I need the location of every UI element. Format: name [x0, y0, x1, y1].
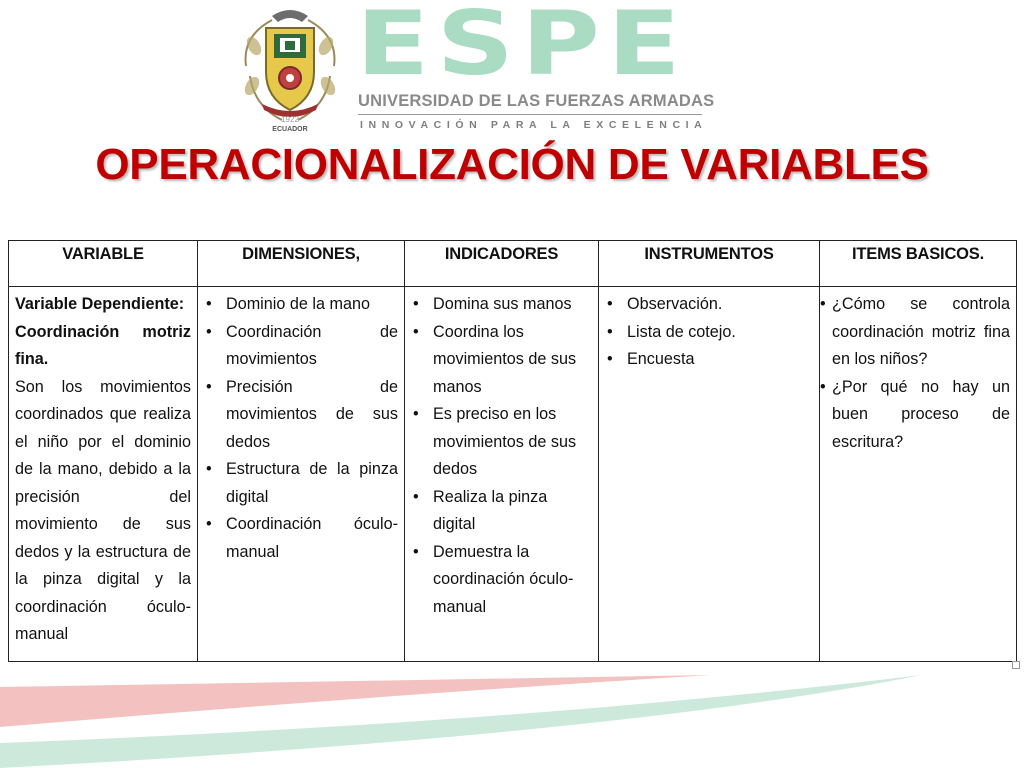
brand-name: ESPE [356, 0, 688, 95]
variable-type: Variable Dependiente: [15, 295, 185, 313]
header-variable: VARIABLE [9, 241, 198, 287]
list-item: • Encuesta [605, 346, 813, 374]
seal-country: ECUADOR [272, 126, 308, 133]
brand-text [356, 0, 715, 134]
operationalization-table [8, 240, 1017, 662]
table-row [9, 287, 1017, 662]
decorative-swoosh [0, 665, 1024, 768]
bullet-icon: • [607, 350, 613, 368]
page-title: OPERACIONALIZACIÓN DE VARIABLES [95, 140, 929, 189]
header-indicadores: INDICADORES [405, 241, 599, 287]
bullet-icon: • [413, 487, 419, 506]
list-item: • Dominio de la mano [204, 291, 398, 319]
list-item: • Lista de cotejo. [605, 319, 813, 347]
espe-logo [232, 0, 715, 134]
instrumentos-list [605, 291, 813, 374]
brand-divider [358, 114, 702, 115]
list-item: • Demuestra la coordinación óculo-manual [411, 539, 592, 622]
indicadores-list [411, 291, 592, 621]
bullet-icon: • [206, 460, 212, 478]
bullet-icon: • [206, 515, 212, 533]
items-list [820, 291, 1010, 456]
cell-indicadores [405, 287, 599, 662]
cell-dimensiones [198, 287, 405, 662]
list-item: • Coordinación óculo-manual [204, 511, 398, 566]
header-items: ITEMS BASICOS. [820, 241, 1017, 287]
list-item: • Estructura de la pinza digital [204, 456, 398, 511]
bullet-icon: • [206, 322, 212, 341]
table-header-row [9, 241, 1017, 287]
cell-items [820, 287, 1017, 662]
bullet-icon: • [206, 295, 212, 313]
bullet-icon: • [607, 322, 613, 341]
bullet-icon: • [820, 295, 826, 313]
list-item: • Coordina los movimientos de sus manos [411, 319, 592, 402]
brand-tagline: INNOVACIÓN PARA LA EXCELENCIA [360, 119, 708, 131]
list-item: • Domina sus manos [411, 291, 592, 319]
header-dimensiones: DIMENSIONES, [198, 241, 405, 287]
list-item: • ¿Por qué no hay un buen proceso de escritura? [826, 374, 1010, 457]
list-item: • Coordinación de movimientos [204, 319, 398, 374]
list-item: • ¿Cómo se controla coordinación motriz fina en los niños? [826, 291, 1010, 374]
bullet-icon: • [820, 377, 826, 396]
university-name: UNIVERSIDAD DE LAS FUERZAS ARMADAS [358, 92, 715, 110]
dimensiones-list [204, 291, 398, 566]
bullet-icon: • [413, 405, 419, 423]
variable-name: Coordinación motriz fina. [15, 322, 191, 368]
university-seal-icon [232, 6, 348, 134]
bullet-icon: • [413, 542, 419, 561]
bullet-icon: • [413, 295, 419, 313]
bullet-icon: • [607, 295, 613, 313]
cell-instrumentos [599, 287, 820, 662]
list-item: • Es preciso en los movimientos de sus dedos [411, 401, 592, 484]
cell-variable [9, 287, 198, 662]
list-item: • Observación. [605, 291, 813, 319]
list-item: • Precisión de movimientos de sus dedos [204, 374, 398, 457]
bullet-icon: • [206, 377, 212, 396]
header-instrumentos: INSTRUMENTOS [599, 241, 820, 287]
bullet-icon: • [413, 322, 419, 341]
seal-year: 1922 [281, 115, 299, 124]
list-item: • Realiza la pinza digital [411, 484, 592, 539]
variable-description: Son los movimientos coordinados que realiza el niño por el dominio de la mano, debido a la precisión del movimiento de sus dedos y la estructura de la pinza digital y la coordinación óculo-manual [15, 377, 191, 643]
